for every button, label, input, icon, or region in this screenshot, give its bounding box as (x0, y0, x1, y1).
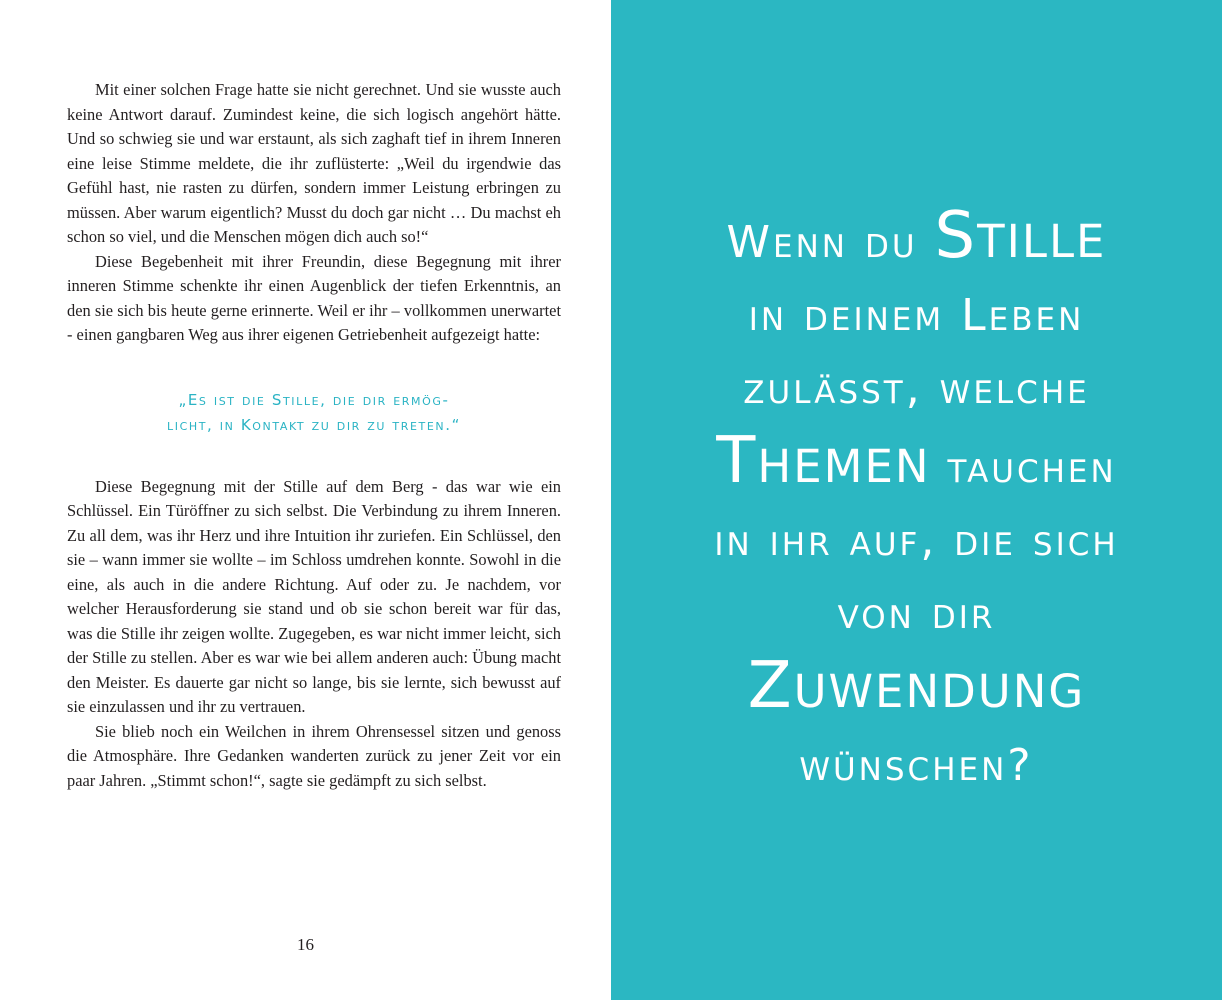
pull-quote-line: licht, in Kontakt zu dir zu treten.“ (167, 415, 461, 434)
quote-emphasis: Zuwendung (747, 649, 1086, 723)
quote-emphasis: Stille (934, 199, 1107, 273)
quote-text: Wenn du (726, 217, 935, 268)
quote-line (611, 504, 1222, 577)
body-text (67, 78, 561, 793)
paragraph: Diese Begegnung mit der Stille auf dem Berg - das war wie ein Schlüssel. Ein Türöffner zu sich selbst. Die Verbindung zu ihrem Inneren. Zu all dem, was ihr Herz und ihre Intuition ihr zuriefen. Ein Schlüssel, den sie – wann immer sie wollte – im Schloss umdrehen konnte. Sowohl in die eine, als auch in die andere Richtung. Auf oder zu. Je nachdem, vor welcher Herausforderung sie stand und ob sie schon bereit war für das, was die Stille ihr zeigen wollte. Zugegeben, es war nicht immer leicht, sich der Stille zu stellen. Aber es war wie bei allem anderen auch: Übung macht den Meister. Es dauerte gar nicht so lange, bis sie lernte, sich bewusst auf sie einzulassen und ihr zu vertrauen. (67, 476, 561, 716)
pull-quote (67, 388, 561, 438)
quote-card (611, 200, 1222, 802)
right-page-quote-panel (611, 0, 1222, 1000)
paragraph: Sie blieb noch ein Weilchen in ihrem Ohrensessel sitzen und genoss die Atmosphäre. Ihre Gedanken wanderten zurück zu jener Zeit vor ein paar Jahren. „Stimmt schon!“, sagte sie gedämpft zu sich selbst. (67, 721, 561, 790)
quote-text: in ihr auf, die sich (714, 515, 1119, 566)
quote-text: von dir (837, 588, 996, 639)
quote-text: wünschen? (799, 740, 1034, 791)
quote-text: in deinem Leben (748, 290, 1085, 341)
quote-line (611, 425, 1222, 504)
quote-line (611, 279, 1222, 352)
quote-line (611, 577, 1222, 650)
pull-quote-line: „Es ist die Stille, die dir ermög- (178, 390, 450, 409)
quote-text: tauchen (930, 442, 1117, 493)
quote-line (611, 729, 1222, 802)
page-number: 16 (297, 935, 314, 954)
quote-line (611, 200, 1222, 279)
quote-emphasis: Themen (716, 424, 931, 498)
paragraph: Mit einer solchen Frage hatte sie nicht gerechnet. Und sie wusste auch keine Antwort darauf. Zumindest keine, die sich logisch angehört hätte. Und so schwieg sie und war erstaunt, als sich zaghaft tief in ihrem Inneren eine leise Stimme meldete, die ihr zuflüsterte: „Weil du irgendwie das Gefühl hast, nie rasten zu dürfen, sondern immer Leistung erbringen zu müssen. Aber warum eigentlich? Musst du doch gar nicht … Du machst eh schon so viel, und die Menschen mögen dich auch so!“ (67, 80, 561, 246)
quote-line (611, 352, 1222, 425)
quote-line (611, 650, 1222, 729)
paragraph: Diese Begebenheit mit ihrer Freundin, diese Begegnung mit ihrer inneren Stimme schenkte ihr einen Augenblick der tiefen Erkenntnis, an den sie sich bis heute gerne erinnerte. Weil er ihr – vollkommen unerwartet - einen gangbaren Weg aus ihrer eigenen Getriebenheit aufgezeigt hatte: (67, 251, 561, 344)
quote-text: zulässt, welche (743, 363, 1090, 414)
